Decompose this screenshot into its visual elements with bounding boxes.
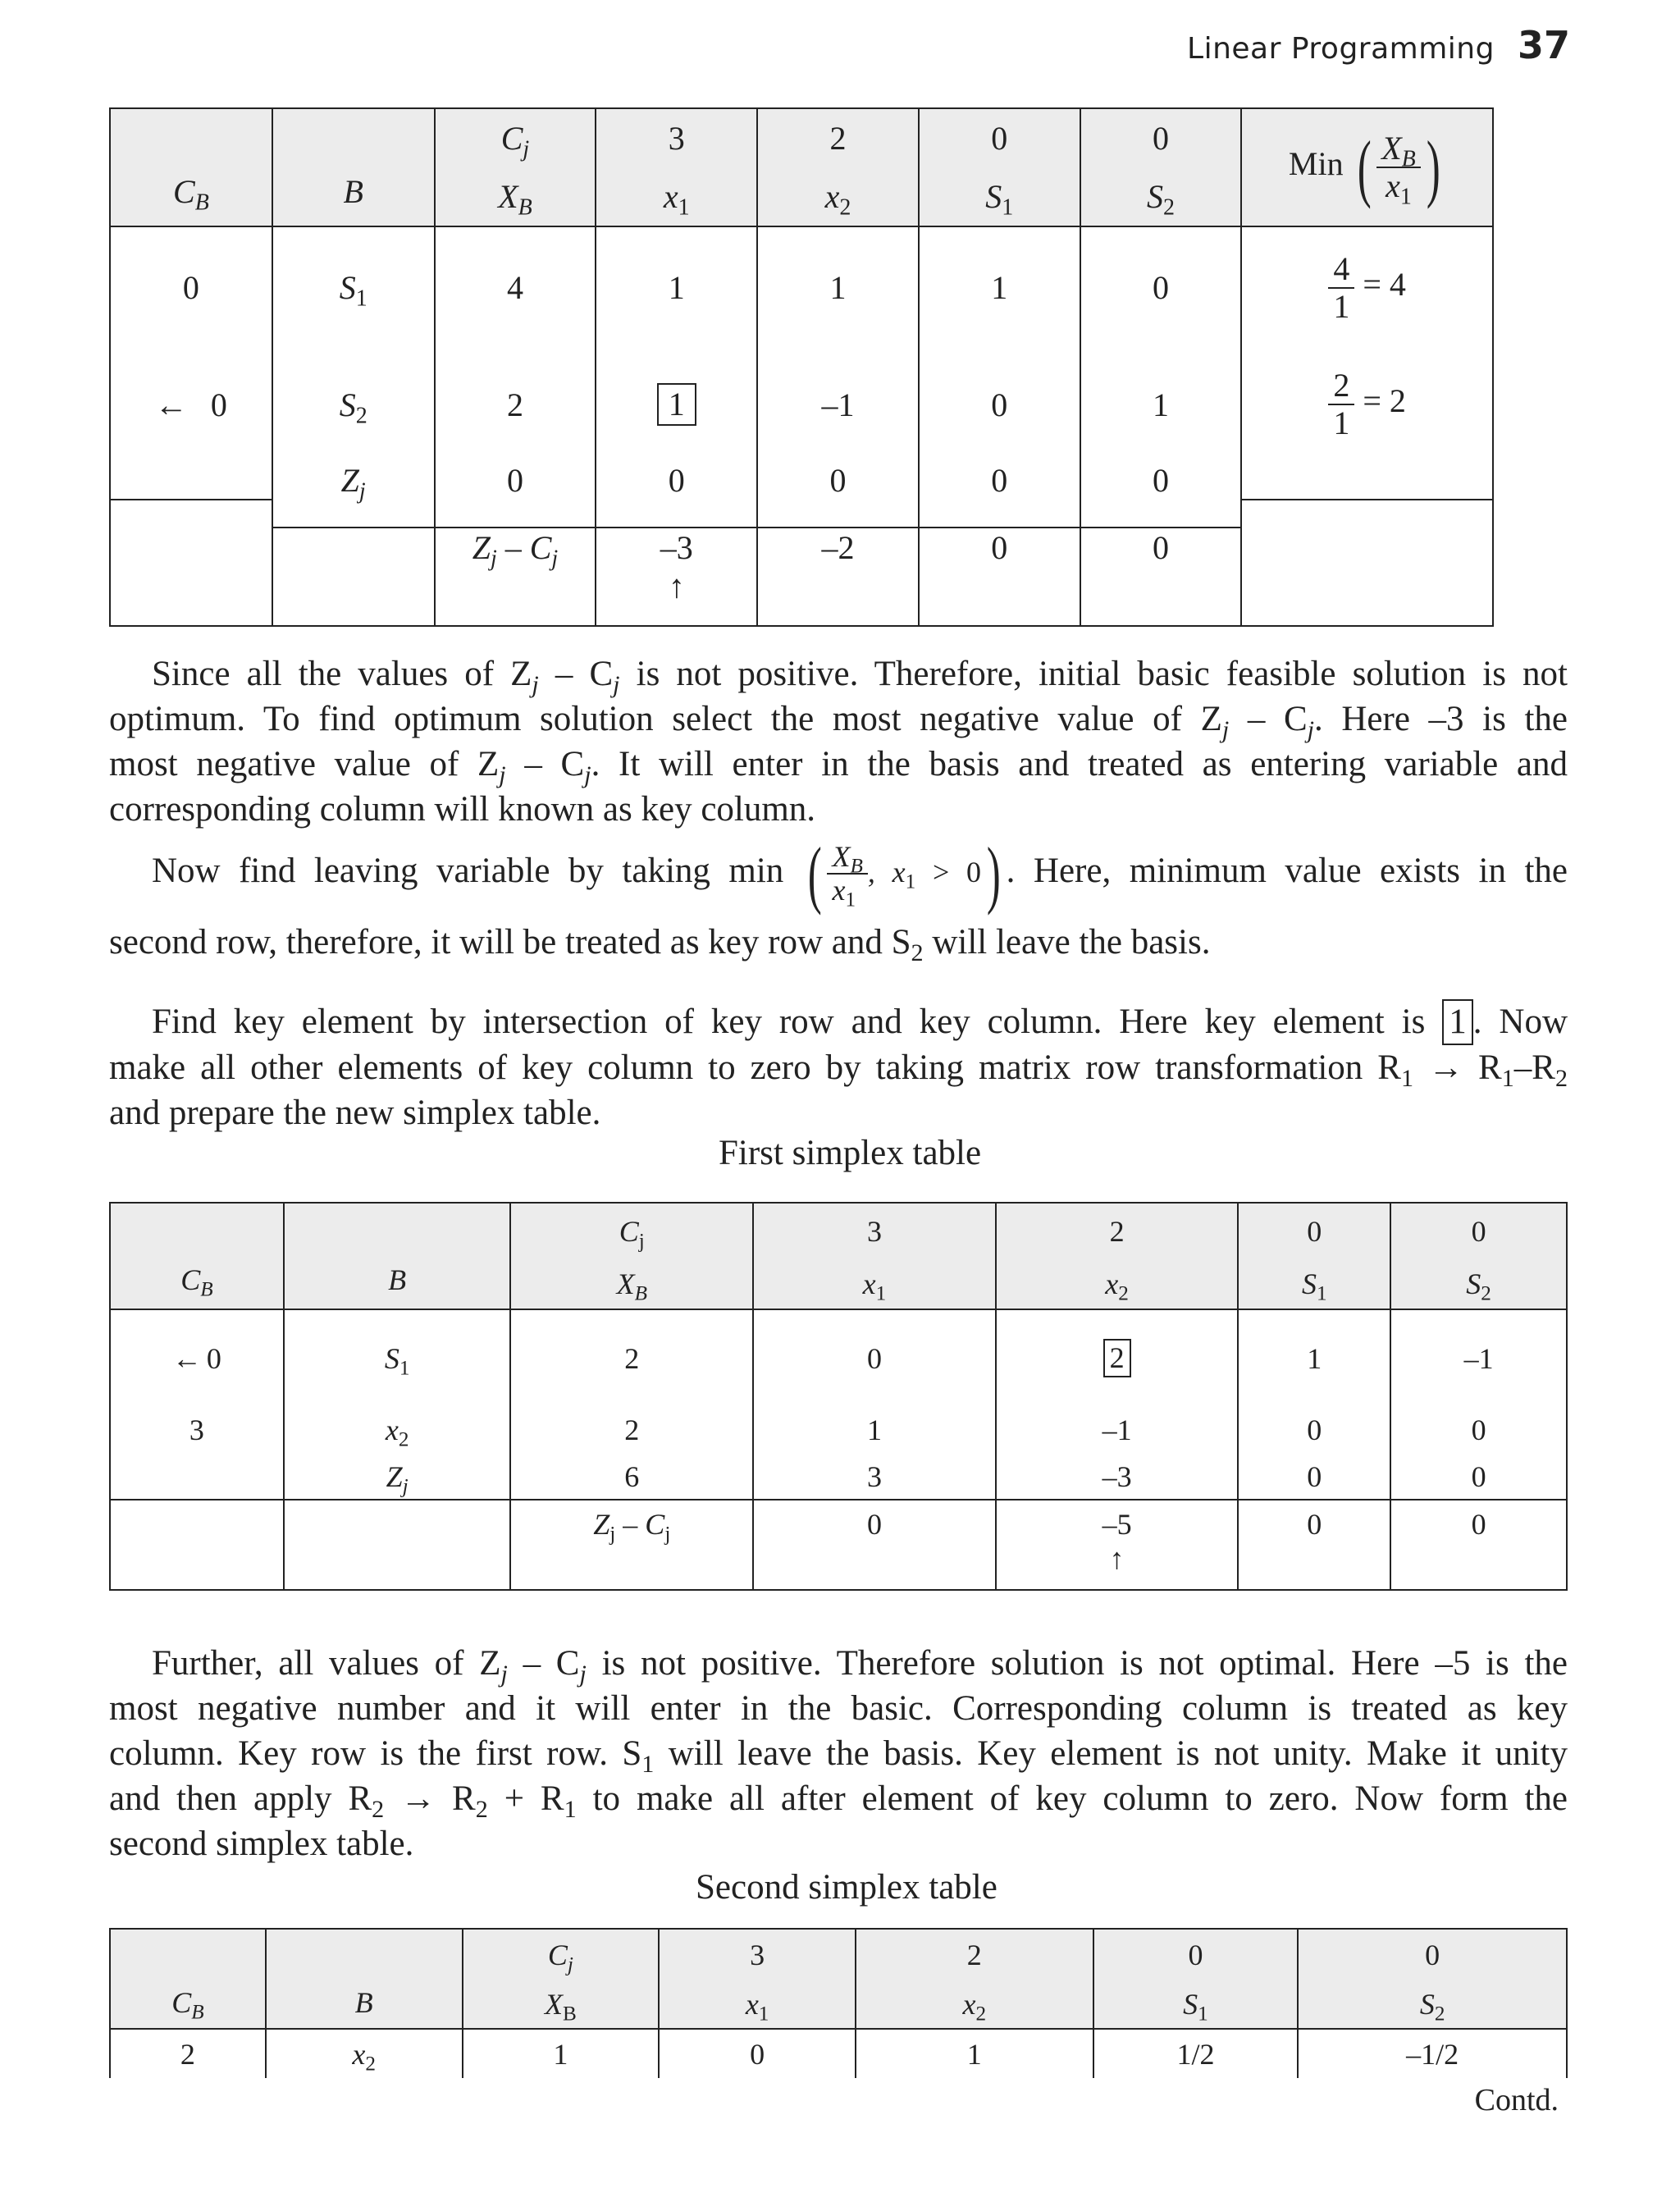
ratio-row2: $\frac{2}{1}$ = 2: [1241, 348, 1493, 461]
var-s2: $S_2$: [1080, 167, 1242, 226]
page-number: 37: [1517, 23, 1570, 67]
xb-header: $X_B$: [435, 167, 596, 226]
first-simplex-table: $C_B$ B $C_j$ 3 2 0 0 $X_B$ $x_1$ $x_2$ $S_1$ $S_2$ ← 0 $S_1$ 2 0 2 1 –1 3 $x_2$ 2 1 –1 0 0 $Z_j$ 6 3 –3 0 0 $Z_j - C_j$ 0 –5 ↑ 0 0: [109, 1202, 1568, 1591]
var-x2: $x_2$: [757, 167, 919, 226]
table-row: ← 0 $S_2$ 2 1 –1 0 1 $\frac{2}{1}$ = 2: [110, 348, 1493, 461]
zj-row: $Z_j$ 6 3 –3 0 0: [110, 1454, 1567, 1500]
basis-header: B: [272, 108, 435, 226]
table-row: 3 $x_2$ 2 1 –1 0 0: [110, 1406, 1567, 1454]
paragraph-2: Now find leaving variable by taking min ( $\frac{X_B}{x_1}$ , $x_1 > 0$) . Here, minimum value exists in the second row, therefore, it will be treated as key row and $S_2$ will leave the basis.: [109, 832, 1568, 967]
ratio-row1: $\frac{4}{1}$ = 4: [1241, 226, 1493, 348]
continued-note: Contd.: [1474, 2083, 1559, 2117]
var-s1: $S_1$: [919, 167, 1080, 226]
cj-s2: 0: [1080, 108, 1242, 167]
table-row: 2 $x_2$ 1 0 1 1/2 –1/2: [110, 2029, 1567, 2078]
var-x1: $x_1$: [596, 167, 757, 226]
cj-x2: 2: [757, 108, 919, 167]
running-head-title: Linear Programming: [1187, 32, 1495, 66]
paragraph-1: Since all the values of $Z_j - C_j$ is not positive. Therefore, initial basic feasible solution is not optimum. To find optimum solution select the most negative value of $Z_j - C_j$. Here –3 is the most negative value of $Z_j - C_j$. It will enter in the basis and treated as entering variable and corresponding column will known as key column.: [109, 655, 1568, 829]
entering-arrow-icon: ↑: [668, 568, 685, 605]
zj-row: $Z_j$ 0 0 0 0 0: [110, 461, 1493, 500]
min-ratio-header: Min ( $\frac{X_B}{x_1}$ ): [1241, 108, 1493, 226]
key-element: 1: [657, 383, 696, 426]
running-head: [1187, 23, 1570, 67]
key-element-inline: 1: [1442, 999, 1473, 1045]
initial-simplex-table: [109, 107, 1494, 627]
leaving-arrow-icon: ←: [154, 386, 188, 423]
paragraph-3: Find key element by intersection of key row and key column. Here key element is 1 . Now make all other elements of key column to zero by taking matrix row transformation $R_1 \to R_1-R_2$ and prepare the new simplex table.: [109, 999, 1568, 1135]
leaving-arrow-icon: ←: [171, 1341, 202, 1375]
entering-arrow-icon: ↑: [1109, 1542, 1125, 1575]
second-table-caption: Second simplex table: [696, 1868, 998, 1907]
first-table-caption: First simplex table: [719, 1134, 982, 1172]
zj-cj-row: $Z_j - C_j$ –3 ↑ –2 0 0: [110, 528, 1493, 626]
second-simplex-table: $C_B$ B $C_j$ 3 2 0 0 $X_B$ $x_1$ $x_2$ $S_1$ $S_2$ 2 $x_2$ 1 0 1 1/2 –1/2: [109, 1928, 1568, 2078]
table-row: 0 $S_1$ 4 1 1 1 0 $\frac{4}{1}$ = 4: [110, 226, 1493, 348]
zj-cj-row: $Z_j - C_j$ 0 –5 ↑ 0 0: [110, 1500, 1567, 1590]
cj-x1: 3: [596, 108, 757, 167]
cj-s1: 0: [919, 108, 1080, 167]
paragraph-4: Further, all values of $Z_j - C_j$ is not positive. Therefore solution is not optimal. Here –5 is the most negative number and it will enter in the basic. Corresponding column is treated as key column. Key row is the first row. $S_1$ will leave the basis. Key element is not unity. Make it unity and then apply $R_2 \to R_2 + R_1$ to make all after element of key column to zero. Now form the second simplex table.: [109, 1644, 1568, 1863]
cj-label: $C_j$: [435, 108, 596, 167]
cb-header: $C_B$: [110, 108, 272, 226]
table-row: ← 0 $S_1$ 2 0 2 1 –1: [110, 1309, 1567, 1406]
key-element: 2: [1103, 1339, 1131, 1377]
